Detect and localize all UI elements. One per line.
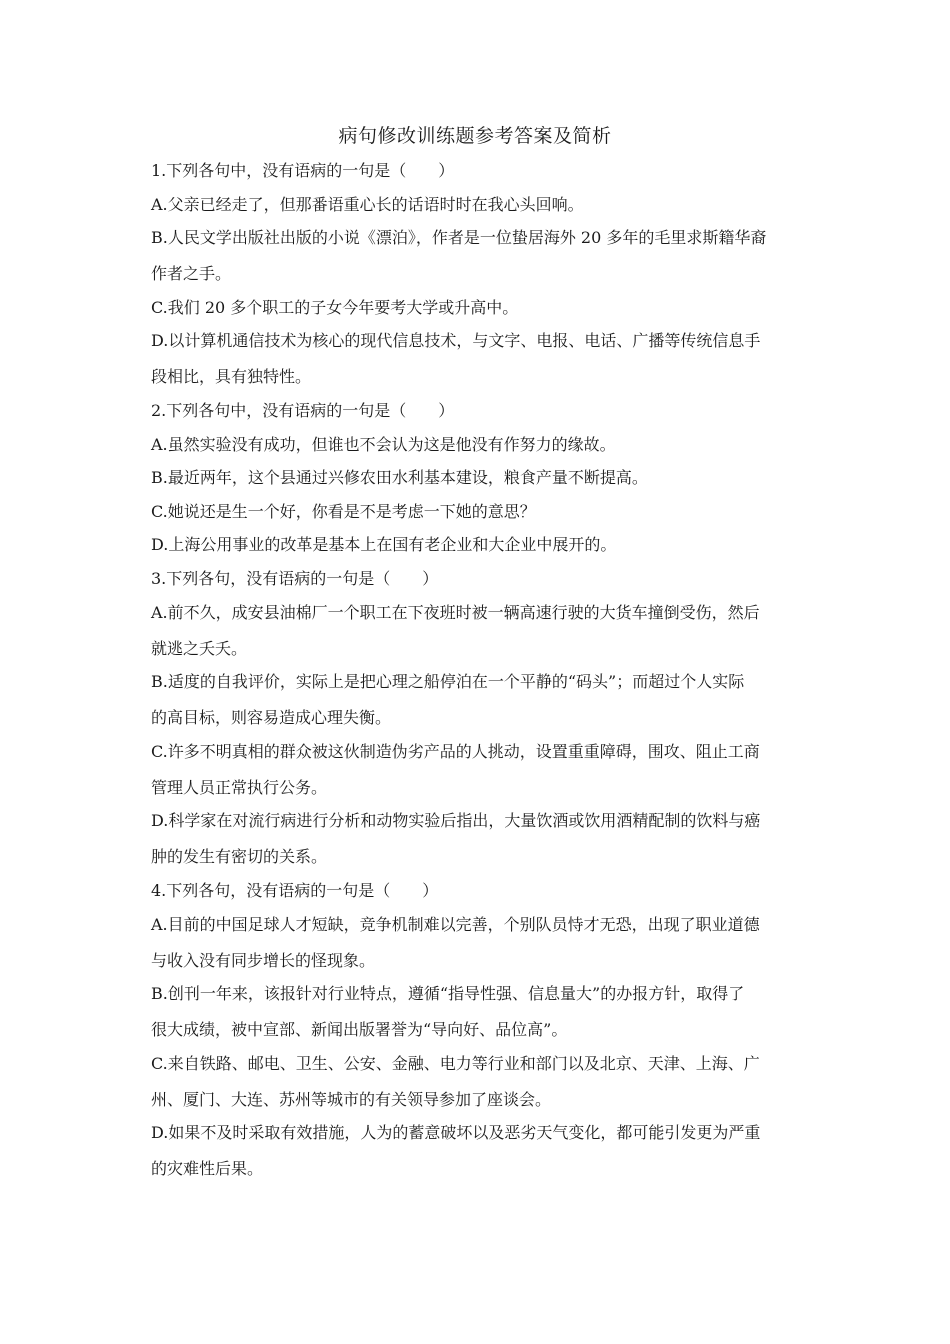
question-stem: 1.下列各句中，没有语病的一句是（ ） bbox=[151, 161, 455, 180]
document-title: 病句修改训练题参考答案及简析 bbox=[338, 125, 612, 147]
question-stem: 2.下列各句中，没有语病的一句是（ ） bbox=[151, 400, 455, 420]
option-line: 与收入没有同步增长的怪现象。 bbox=[151, 950, 376, 970]
document-body bbox=[151, 159, 799, 1191]
option-d bbox=[151, 329, 799, 389]
option-line: 州、厦门、大连、苏州等城市的有关领导参加了座谈会。 bbox=[151, 1089, 552, 1109]
option-line: 就逃之夭夭。 bbox=[151, 638, 248, 658]
option-line: B.创刊一年来，该报针对行业特点，遵循“指导性强、信息量大”的办报方针，取得了 bbox=[151, 984, 745, 1004]
option-a: A.虽然实验没有成功，但谁也不会认为这是他没有作努力的缘故。 bbox=[151, 434, 616, 454]
question-4 bbox=[151, 879, 799, 1181]
question-3 bbox=[151, 567, 799, 869]
option-a bbox=[151, 913, 799, 973]
option-line: C.来自铁路、邮电、卫生、公安、金融、电力等行业和部门以及北京、天津、上海、广 bbox=[151, 1053, 760, 1073]
option-d bbox=[151, 809, 799, 869]
question-stem: 3.下列各句，没有语病的一句是（ ） bbox=[151, 568, 439, 588]
option-c: C.她说还是生一个好，你看是不是考虑一下她的意思？ bbox=[151, 501, 536, 521]
option-line: D.如果不及时采取有效措施，人为的蓄意破坏以及恶劣天气变化，都可能引发更为严重 bbox=[151, 1123, 761, 1143]
option-b bbox=[151, 670, 799, 730]
option-a bbox=[151, 601, 799, 661]
option-line: B.适度的自我评价，实际上是把心理之船停泊在一个平静的“码头”；而超过个人实际 bbox=[151, 672, 745, 692]
option-d: D.上海公用事业的改革是基本上在国有老企业和大企业中展开的。 bbox=[151, 535, 617, 555]
option-line: B.人民文学出版社出版的小说《漂泊》，作者是一位蛰居海外 20 多年的毛里求斯籍华裔 bbox=[151, 228, 767, 248]
option-line: 很大成绩，被中宣部、新闻出版署誉为“导向好、品位高”。 bbox=[151, 1020, 568, 1040]
question-2 bbox=[151, 399, 799, 557]
option-line: D.以计算机通信技术为核心的现代信息技术，与文字、电报、电话、广播等传统信息手 bbox=[151, 331, 761, 351]
option-line: 段相比，具有独特性。 bbox=[151, 367, 312, 387]
question-stem: 4.下列各句，没有语病的一句是（ ） bbox=[151, 880, 439, 900]
option-b bbox=[151, 982, 799, 1042]
option-c bbox=[151, 1052, 799, 1112]
option-line: A.前不久，成安县油棉厂一个职工在下夜班时被一辆高速行驶的大货车撞倒受伤，然后 bbox=[151, 602, 760, 622]
option-d bbox=[151, 1121, 799, 1181]
question-1 bbox=[151, 159, 799, 389]
option-line: 的高目标，则容易造成心理失衡。 bbox=[151, 708, 392, 728]
option-line: 管理人员正常执行公务。 bbox=[151, 777, 328, 797]
option-line: 作者之手。 bbox=[151, 264, 232, 284]
option-b: B.最近两年，这个县通过兴修农田水利基本建设，粮食产量不断提高。 bbox=[151, 468, 648, 488]
option-line: D.科学家在对流行病进行分析和动物实验后指出，大量饮酒或饮用酒精配制的饮料与癌 bbox=[151, 811, 761, 831]
option-b bbox=[151, 226, 799, 286]
option-line: C.许多不明真相的群众被这伙制造伪劣产品的人挑动，设置重重障碍，围攻、阻止工商 bbox=[151, 741, 760, 761]
option-line: 肿的发生有密切的关系。 bbox=[151, 847, 328, 867]
option-c: C.我们 20 多个职工的子女今年要考大学或升高中。 bbox=[151, 297, 519, 317]
option-line: A.目前的中国足球人才短缺，竞争机制难以完善，个别队员恃才无恐，出现了职业道德 bbox=[151, 914, 760, 934]
option-a: A.父亲已经走了，但那番语重心长的话语时时在我心头回响。 bbox=[151, 194, 584, 214]
option-line: 的灾难性后果。 bbox=[151, 1159, 264, 1179]
option-c bbox=[151, 740, 799, 800]
